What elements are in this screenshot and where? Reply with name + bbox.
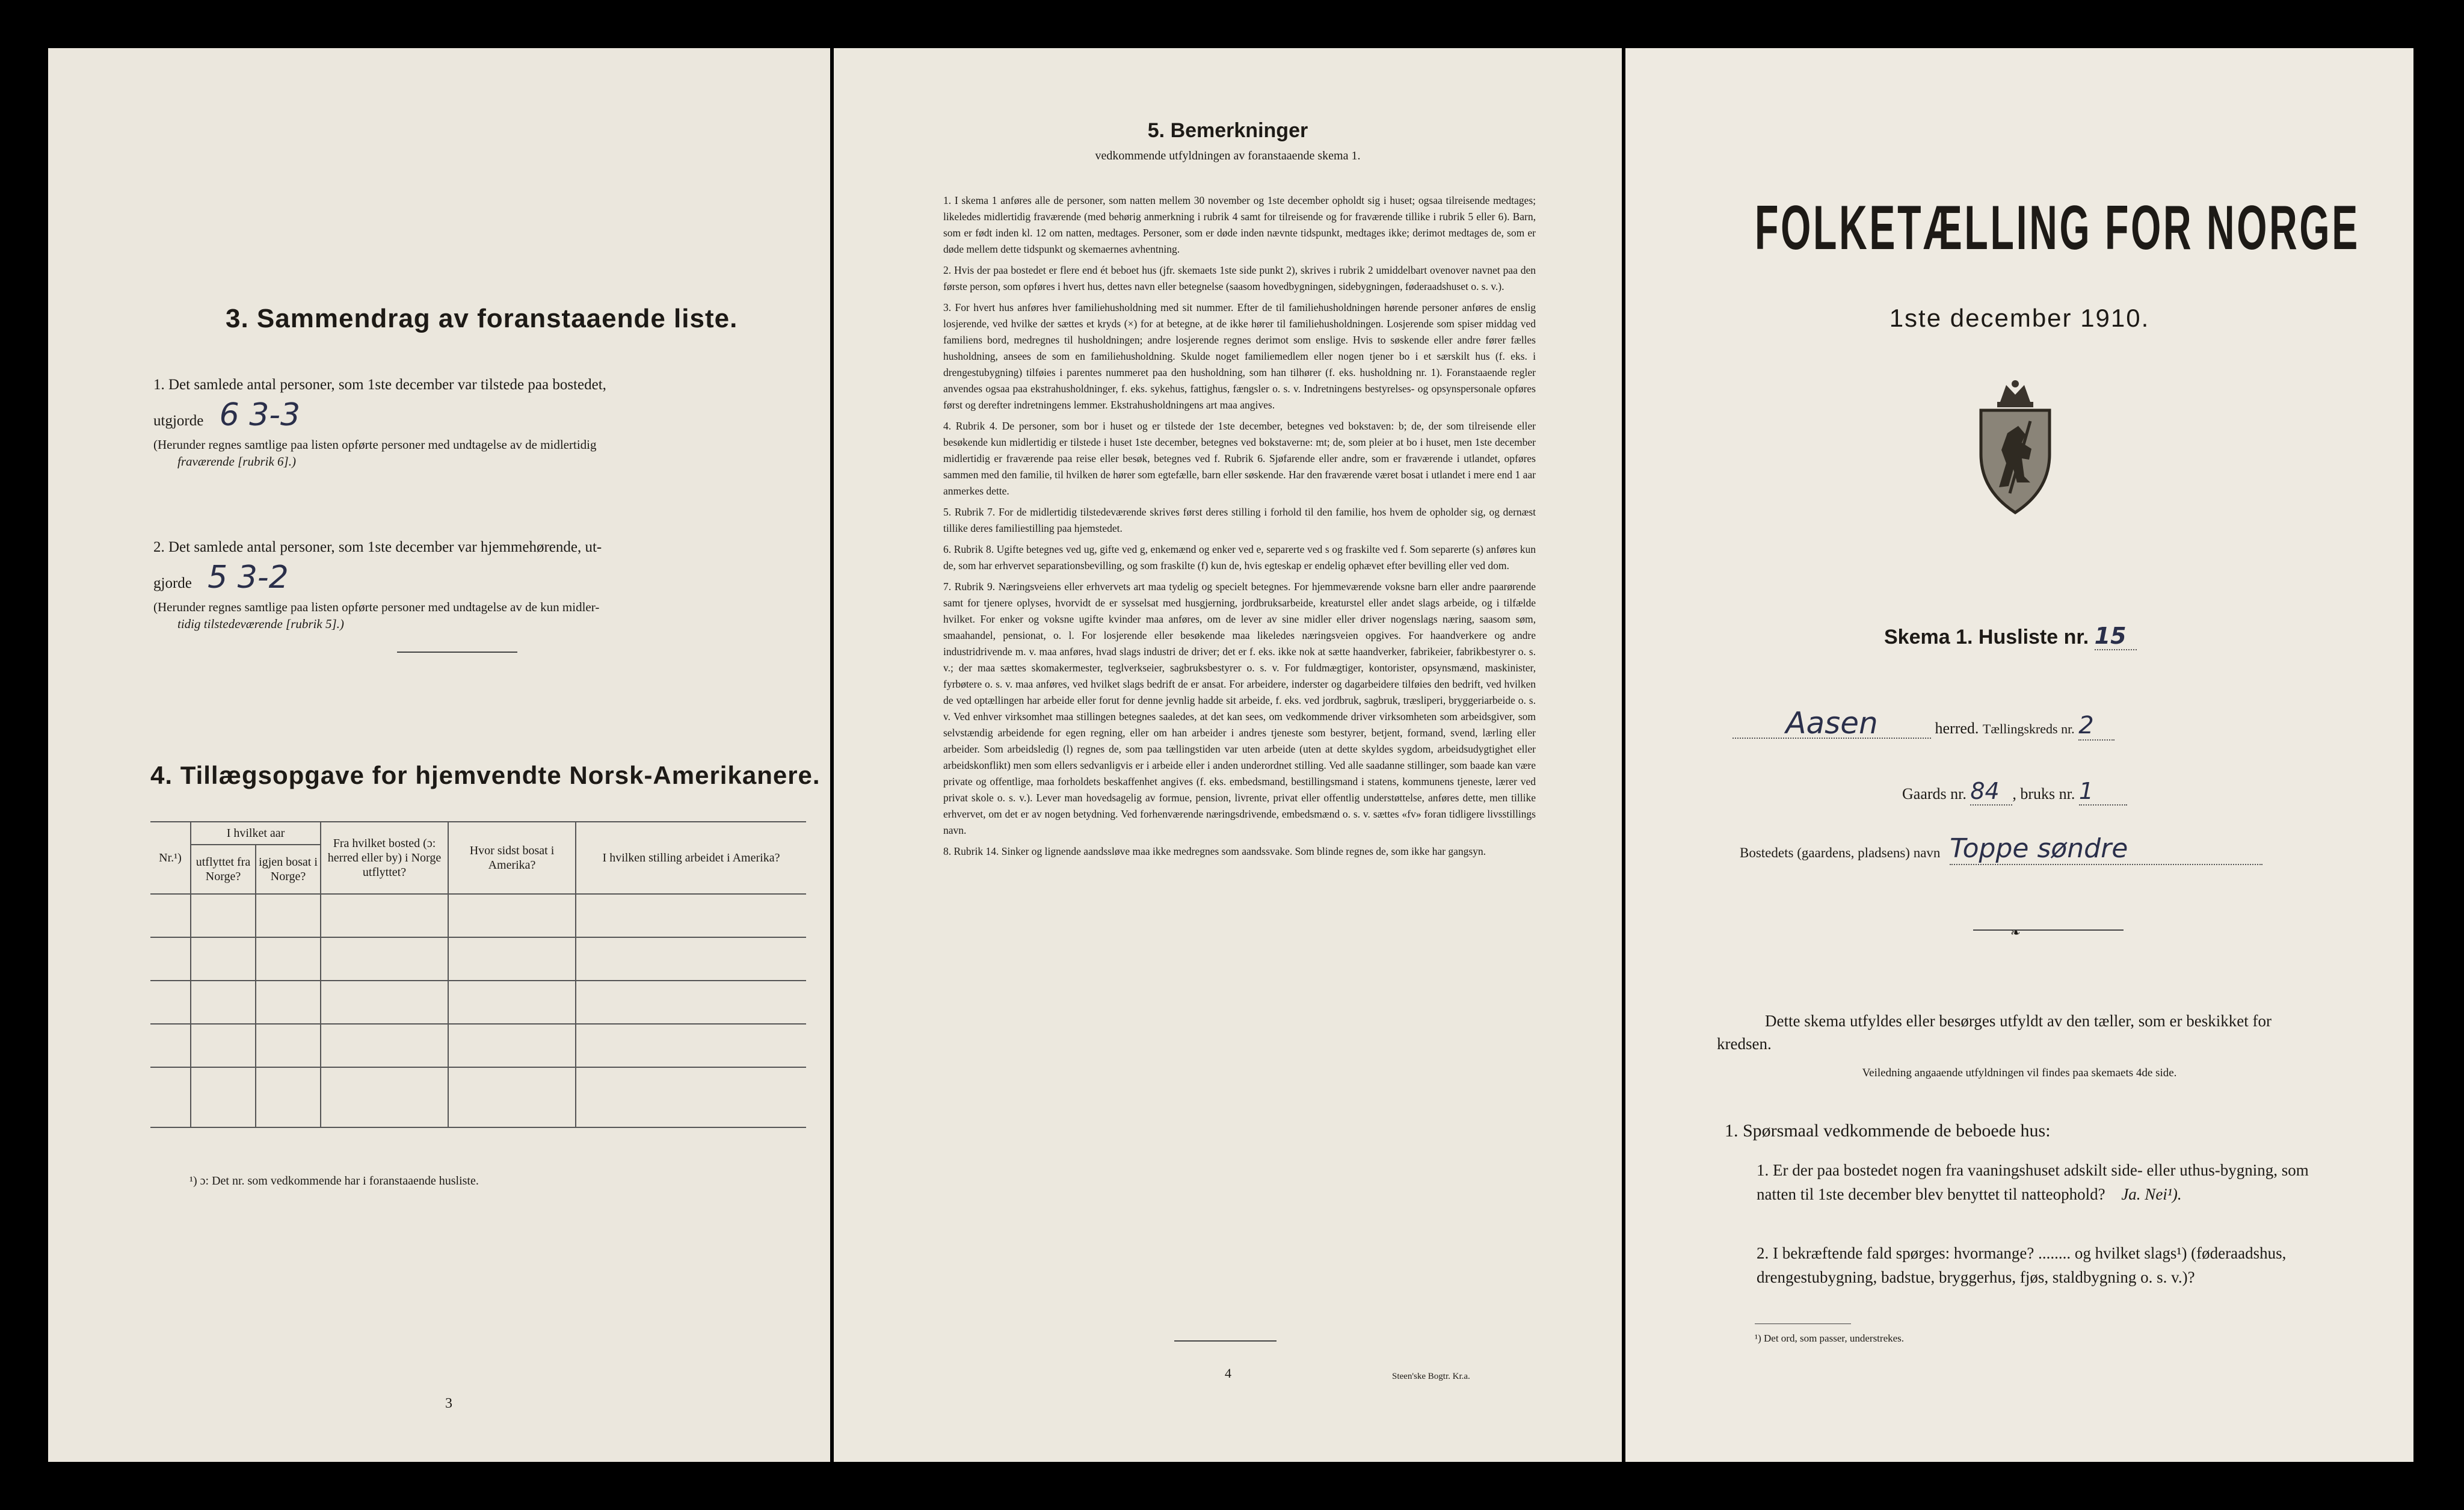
col-from-place: Fra hvilket bosted (ɔ: herred eller by) i Norge utflyttet? [321,822,448,894]
intro-text: Dette skema utfyldes eller besørges utfyldt av den tæller, som er beskikket for kredsen. [1717,1012,2272,1053]
table-row [150,1067,806,1127]
remark-3: 3. For hvert hus anføres hver familiehusholdning med sit nummer. Efter de til familiehusholdningen hørende personer anføres de enslig losjerende, ved hvilke der sættes et kryds (×) for at betegne, at de ikke hører til familiehusholdningen. Losjerende som spiser middag ved familiens bord, medregnes til husholdningen; andre losjerende regnes derimot som enslige. Hvis to søskende eller andre fører fælles husholdning, ansees de som en familiehusholdning. Skulde noget familiemedlem eller nogen tjener bo i et særskilt hus (f. eks. i drengestubygning) tilføies i parentes nummeret paa den husholdning, som han tilhører (f. eks. husholdning nr. 1). Foranstaaende regler anvendes ogsaa paa ekstrahusholdninger, f. eks. sykehus, fattighus, fængsler o. s. v. Indretningens bestyrelses- og opsynspersonale opføres først og derefter indretningens lemmer. Ekstrahusholdningens art maa angives. [943,301,1536,411]
taellingskreds-number: 2 [2078,712,2114,741]
remarks-title: 5. Bemerkninger [1147,119,1308,142]
section-3-title: 3. Sammendrag av foranstaaende liste. [226,304,738,333]
col-returned: igjen bosat i Norge? [256,845,321,894]
remark-1: 1. I skema 1 anføres alle de personer, som natten mellem 30 november og 1ste december opholdt sig i huset; ogsaa tilreisende medtages; likeledes midlertidig fraværende (med behørig anmerkning i rubrik 4 samt for tilreisende og for fraværende tillike i rubrik 5 eller 6). Barn, som er født inden kl. 12 om natten, medtages. Personer, som er døde inden nævnte tidspunkt, medtages ikke; derimot medtages de, som er døde mellem dette tidspunkt og skemaernes avhentning. [943,194,1536,255]
col-emigrated: utflyttet fra Norge? [191,845,256,894]
summary-item-1-total: utgjorde 6 3-3 [153,397,301,433]
footnote: ¹) Det ord, som passer, understrekes. [1755,1333,1905,1344]
page-4 [834,48,1622,1462]
table-row [150,894,806,937]
divider [397,652,517,653]
table-row [150,981,806,1024]
question-1: 1. Er der paa bostedet nogen fra vaaningshuset adskilt side- eller uthus-bygning, som natten til 1ste december blev benyttet til natteophold? Ja. Nei¹). [1757,1161,2309,1203]
intro-guidance: Veiledning angaaende utfyldningen vil findes paa skemaets 4de side. [1862,1067,2177,1079]
page-number: 4 [1225,1366,1231,1381]
summary-item-2-text: 2. Det samlede antal personer, som 1ste december var hjemmehørende, ut- [153,539,602,555]
question-1-answer: Ja. Nei¹). [2121,1185,2182,1203]
herred-value: Aasen [1785,706,1878,741]
col-nr: Nr.¹) [150,822,191,894]
norway-coat-of-arms-icon [1970,379,2060,517]
page-3 [48,48,830,1462]
summary-item-2: 2. Det samlede antal personer, som 1ste december var hjemmehørende, ut- gjorde 5 3-2 (Herunder regnes samtlige paa listen opførte personer med undtagelse av de kun midler- tidig tilstedeværende [rubrik 5].) [153,532,815,632]
bosted-value: Toppe søndre [1950,833,2128,864]
census-date: 1ste december 1910. [1889,304,2150,332]
norsk-amerikanere-table [150,821,806,1128]
bruks-number: 1 [2079,778,2127,806]
summary-item-2-total: gjorde 5 3-2 [153,559,289,596]
remark-8: 8. Rubrik 14. Sinker og lignende aandssløve maa ikke medregnes som aandssvake. Som blinde regnes de, som ikke har gangsyn. [943,845,1486,857]
herred-line: Aasen herred. Tællingskreds nr. 2 [1732,710,2334,741]
question-2: 2. I bekræftende fald spørges: hvormange? ........ og hvilket slags¹) (føderaadshus, drengestubygning, badstue, bryggerhus, fjøs, staldbygning o. s. v.)? [1757,1244,2287,1286]
remark-4: 4. Rubrik 4. De personer, som bor i huset og er tilstede der 1ste december, betegnes ved bokstaven: b; de, der som tilreisende eller besøkende kun midlertidig er tilstede i huset 1ste december, betegnes ved bokstaverne: mt; de, som pleier at bo i huset, men 1ste december midlertidig er fraværende paa reise eller besøk, betegnes ved f. Rubrik 6. Sjøfarende eller andre, som er fraværende i utlandet, opføres sammen med den familie, til hvilken de hører som egtefælle, barn eller søskende. Har den fraværende været bosat i utlandet i mere end 1 aar anmerkes dette. [943,420,1536,497]
remark-7: 7. Rubrik 9. Næringsveiens eller erhvervets art maa tydelig og specielt betegnes. For hjemmeværende voksne barn eller andre paarørende samt for tjenere oplyses, hvorvidt de er sysselsat med husgjerning, jordbruksarbeide, kreaturstel eller andet slags arbeide, og i tilfælde hvilket. For enker og voksne ugifte kvinder maa anføres, om de lever av sine midler eller driver nogenslags næring, saasom søm, smaahandel, pensionat, o. l. For losjerende eller besøkende maa likeledes næringsveien opgives. For haandverkere og andre industridrivende m. v. maa anføres, hvad slags industri de driver; det er f. eks. ikke nok at sætte haandverker, fabrikeier, fabrikbestyrer o. s. v.; der maa sættes skomakermester, teglverkseier, sagbruksbestyrer o. s. v. For fuldmægtiger, kontorister, opsynsmænd, maskinister, fyrbøtere o. s. v. maa anføres, ved hvilket slags bedrift de er ansat. For arbeidere, inderster og dagarbeidere tilføies den bedrift, ved hvilken de ved optællingen har arbeide eller forut for denne jevnlig hadde sit arbeide, f. eks. ved jordbruk, sagbruk, træsliperi, bryggeriarbeide o. s. v. Ved enhver virksomhet maa stillingen betegnes saaledes, at det kan sees, om vedkommende driver virksomheten som arbeidsgiver, som selvstændig arbeidende for egen regning, eller om han arbeider i andres tjeneste som bestyrer, betjent, formand, svend, lærling eller arbeider. Som arbeidsledig (l) regnes de, som paa tællingstiden var uten arbeide (uten at dette skyldes sygdom, arbeidsudygtighet eller arbeidskonflikt) men som ellers sedvanligvis er i arbeide eller i anden underordnet stilling. Ved alle saadanne stillinger, som baade kan være private og offentlige, maa forholdets beskaffenhet angives (f. eks. embedsmand, bestillingsmand i statens, kommunens tjeneste, lærer ved privat skole o. s. v.). Lever man hovedsagelig av formue, pension, livrente, privat eller offentlig understøttelse, anføres dette, men tillike erhvervet, om det er av nogen betydning. Ved forhenværende næringsdrivende, embedsmænd o. s. v. sættes «fv» foran tidligere livsstillings navn. [943,581,1536,836]
gaards-line: Gaards nr. 84 , bruks nr. 1 [1902,778,2127,806]
schema-line: Skema 1. Husliste nr. 15 [1884,623,2137,650]
remark-2: 2. Hvis der paa bostedet er flere end ét beboet hus (jfr. skemaets 1ste side punkt 2), skrives i rubrik 2 umiddelbart ovenover navnet paa den første person, som opføres i hvert hus, dettes navn eller betegnelse (saasom hovedbygningen, sidebygningen, føderaadshuset o. s. v.). [943,264,1536,292]
gaards-number: 84 [1970,778,2012,806]
page-number: 3 [445,1396,452,1411]
husliste-number: 15 [2095,623,2137,650]
main-title: FOLKETÆLLING FOR NORGE [1755,193,2361,263]
col-group-year: I hvilket aar [191,822,321,845]
handwritten-total-present: 6 3-3 [219,397,301,433]
summary-item-1: 1. Det samlede antal personer, som 1ste december var tilstede paa bostedet, utgjorde 6 3-3 (Herunder regnes samtlige paa listen opførte personer med undtagelse av de midlertidig fraværende [rubrik 6].) [153,370,815,470]
section-4-title: 4. Tillægsopgave for hjemvendte Norsk-Amerikanere. [150,761,821,789]
remarks-list [943,193,1536,860]
ornament-icon: ❧ [2010,926,2021,940]
table-row [150,937,806,981]
page-1 [1625,48,2413,1462]
col-occupation: I hvilken stilling arbeidet i Amerika? [576,822,806,894]
divider [1174,1340,1277,1342]
handwritten-total-resident: 5 3-2 [208,559,289,596]
table-row [150,1024,806,1067]
table-footnote: ¹) ɔ: Det nr. som vedkommende har i foranstaaende husliste. [189,1174,479,1188]
question-heading: 1. Spørsmaal vedkommende de beboede hus: [1725,1121,2051,1141]
col-last-place: Hvor sidst bosat i Amerika? [448,822,576,894]
divider [1973,929,2124,931]
printer-imprint: Steen'ske Bogtr. Kr.a. [1392,1372,1470,1381]
remark-5: 5. Rubrik 7. For de midlertidig tilstedeværende skrives først deres stilling i forhold til den familie, hos hvem de opholder sig, og dernæst tillike deres familiestilling paa hjemstedet. [943,506,1536,534]
bosted-line: Bostedets (gaardens, pladsens) navn Toppe søndre [1740,833,2262,865]
remarks-subtitle: vedkommende utfyldningen av foranstaaende skema 1. [1095,149,1361,162]
summary-item-1-text: 1. Det samlede antal personer, som 1ste december var tilstede paa bostedet, [153,377,606,393]
remark-6: 6. Rubrik 8. Ugifte betegnes ved ug, gifte ved g, enkemænd og enker ved e, separerte ved s og fraskilte ved f. Som separerte (s) anføres kun de, som har erhvervet separationsbevilling, og som fraskilte (f) kun de, hvis egteskap er endelig ophævet efter bevilling eller ved dom. [943,543,1536,572]
